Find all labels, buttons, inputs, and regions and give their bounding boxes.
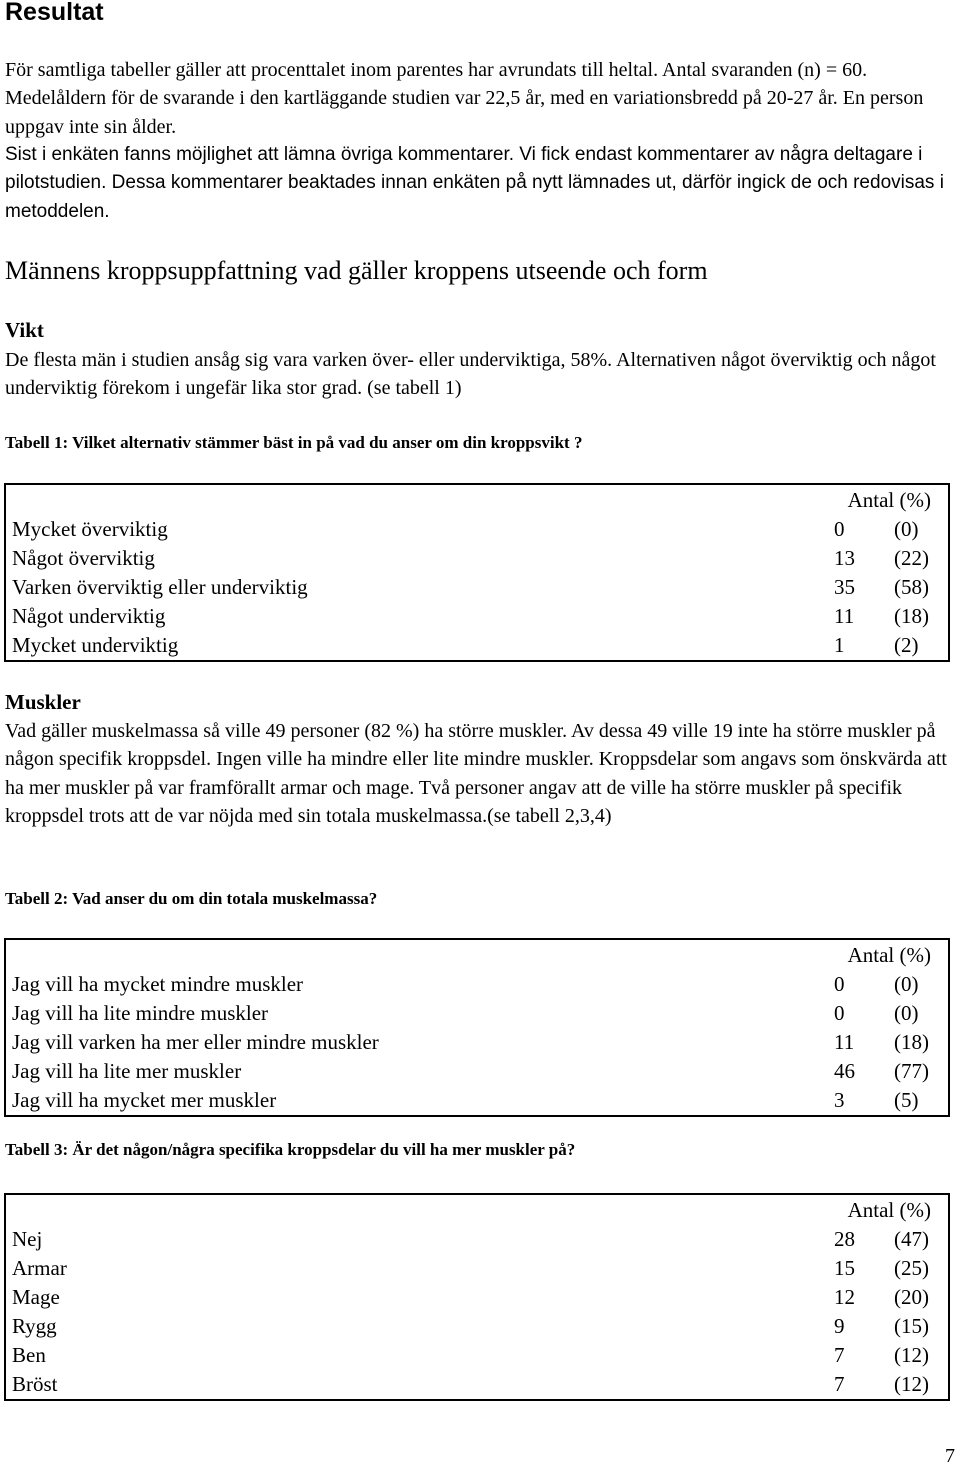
table3 bbox=[4, 1193, 950, 1401]
table3-header bbox=[6, 1195, 948, 1225]
intro-paragraph: För samtliga tabeller gäller att procenttalet inom parentes har avrundats till heltal. Antal svaranden (n) = 60. Medelåldern för de svarande i den kartläggande studien var 22,5 år, med en variationsbredd på 20-27 år. En person uppgav inte sin ålder. bbox=[5, 59, 924, 138]
row-label: Nej bbox=[12, 1227, 43, 1251]
row-count: 1 bbox=[834, 633, 845, 657]
section-title: Männens kroppsuppfattning vad gäller kroppens utseende och form bbox=[5, 256, 708, 285]
table2 bbox=[4, 938, 950, 1117]
row-label: Mage bbox=[12, 1285, 60, 1309]
row-percent: (0) bbox=[894, 517, 919, 541]
row-count: 12 bbox=[834, 1285, 855, 1309]
row-label: Något underviktig bbox=[12, 604, 166, 628]
row-percent: (20) bbox=[894, 1285, 929, 1309]
row-label: Jag vill ha mycket mer muskler bbox=[12, 1088, 277, 1112]
table-row bbox=[6, 602, 948, 631]
row-percent: (25) bbox=[894, 1256, 929, 1280]
row-percent: (18) bbox=[894, 604, 929, 628]
table-row bbox=[6, 1057, 948, 1086]
row-count: 7 bbox=[834, 1372, 845, 1396]
table-row bbox=[6, 1283, 948, 1312]
table1-header bbox=[6, 485, 948, 515]
table-row bbox=[6, 1254, 948, 1283]
row-count: 0 bbox=[834, 1001, 845, 1025]
row-count: 46 bbox=[834, 1059, 855, 1083]
row-count: 35 bbox=[834, 575, 855, 599]
vikt-paragraph: De flesta män i studien ansåg sig vara varken över- eller underviktiga, 58%. Alternativen något överviktig och något underviktig förekom i ungefär lika stor grad. (se tabell 1) bbox=[5, 349, 936, 400]
comments-paragraph: Sist i enkäten fanns möjlighet att lämna övriga kommentarer. Vi fick endast kommentarer av några deltagare i pilotstudien. Dessa kommentarer beaktades innan enkäten på nytt lämnades ut, därför ingick de och redovisas i metoddelen. bbox=[5, 144, 944, 222]
row-percent: (58) bbox=[894, 575, 929, 599]
table2-header bbox=[6, 940, 948, 970]
row-percent: (5) bbox=[894, 1088, 919, 1112]
vikt-heading: Vikt bbox=[5, 318, 44, 342]
table2-caption: Tabell 2: Vad anser du om din totala muskelmassa? bbox=[5, 889, 378, 908]
row-label: Jag vill ha lite mer muskler bbox=[12, 1059, 242, 1083]
row-count: 3 bbox=[834, 1088, 845, 1112]
page-heading: Resultat bbox=[5, 0, 104, 26]
table-row bbox=[6, 515, 948, 544]
table-row bbox=[6, 999, 948, 1028]
row-label: Bröst bbox=[12, 1372, 58, 1396]
table-row bbox=[6, 1341, 948, 1370]
table-row bbox=[6, 1028, 948, 1057]
row-percent: (22) bbox=[894, 546, 929, 570]
table-row bbox=[6, 544, 948, 573]
row-count: 0 bbox=[834, 972, 845, 996]
muskler-heading: Muskler bbox=[5, 690, 81, 714]
table1-caption: Tabell 1: Vilket alternativ stämmer bäst in på vad du anser om din kroppsvikt ? bbox=[5, 433, 583, 452]
row-count: 13 bbox=[834, 546, 855, 570]
table-row bbox=[6, 1086, 948, 1115]
table1 bbox=[4, 483, 950, 662]
row-label: Rygg bbox=[12, 1314, 57, 1338]
row-label: Armar bbox=[12, 1256, 67, 1280]
row-percent: (18) bbox=[894, 1030, 929, 1054]
row-label: Mycket underviktig bbox=[12, 633, 179, 657]
row-count: 9 bbox=[834, 1314, 845, 1338]
row-label: Jag vill ha mycket mindre muskler bbox=[12, 972, 304, 996]
row-count: 7 bbox=[834, 1343, 845, 1367]
row-count: 15 bbox=[834, 1256, 855, 1280]
table-row bbox=[6, 631, 948, 660]
row-label: Något överviktig bbox=[12, 546, 155, 570]
row-percent: (15) bbox=[894, 1314, 929, 1338]
table-row bbox=[6, 1312, 948, 1341]
row-percent: (47) bbox=[894, 1227, 929, 1251]
row-count: 11 bbox=[834, 604, 855, 628]
table3-caption: Tabell 3: Är det någon/några specifika kroppsdelar du vill ha mer muskler på? bbox=[5, 1140, 576, 1159]
table-row bbox=[6, 1370, 948, 1399]
table2-header-label: Antal (%) bbox=[847, 943, 931, 967]
row-label: Mycket överviktig bbox=[12, 517, 168, 541]
row-count: 28 bbox=[834, 1227, 855, 1251]
muskler-paragraph: Vad gäller muskelmassa så ville 49 personer (82 %) ha större muskler. Av dessa 49 ville 19 inte ha större muskler på någon specifik kroppsdel. Ingen ville ha mindre eller lite mindre muskler. Kroppsdelar som angavs som önskvärda att ha mer muskler på var framförallt armar och mage. Två personer angav att de ville ha större muskler på specifik kroppsdel trots att de var nöjda med sin totala muskelmassa.(se tabell 2,3,4) bbox=[5, 720, 947, 828]
row-label: Varken överviktig eller underviktig bbox=[12, 575, 308, 599]
row-percent: (2) bbox=[894, 633, 919, 657]
page-number: 7 bbox=[945, 1445, 955, 1467]
row-label: Jag vill varken ha mer eller mindre muskler bbox=[12, 1030, 379, 1054]
table-row bbox=[6, 970, 948, 999]
row-percent: (12) bbox=[894, 1372, 929, 1396]
table-row bbox=[6, 573, 948, 602]
row-count: 11 bbox=[834, 1030, 855, 1054]
row-percent: (77) bbox=[894, 1059, 929, 1083]
row-percent: (0) bbox=[894, 1001, 919, 1025]
row-label: Ben bbox=[12, 1343, 46, 1367]
table1-header-label: Antal (%) bbox=[847, 488, 931, 512]
table3-header-label: Antal (%) bbox=[847, 1198, 931, 1222]
row-percent: (0) bbox=[894, 972, 919, 996]
row-label: Jag vill ha lite mindre muskler bbox=[12, 1001, 269, 1025]
row-percent: (12) bbox=[894, 1343, 929, 1367]
row-count: 0 bbox=[834, 517, 845, 541]
table-row bbox=[6, 1225, 948, 1254]
